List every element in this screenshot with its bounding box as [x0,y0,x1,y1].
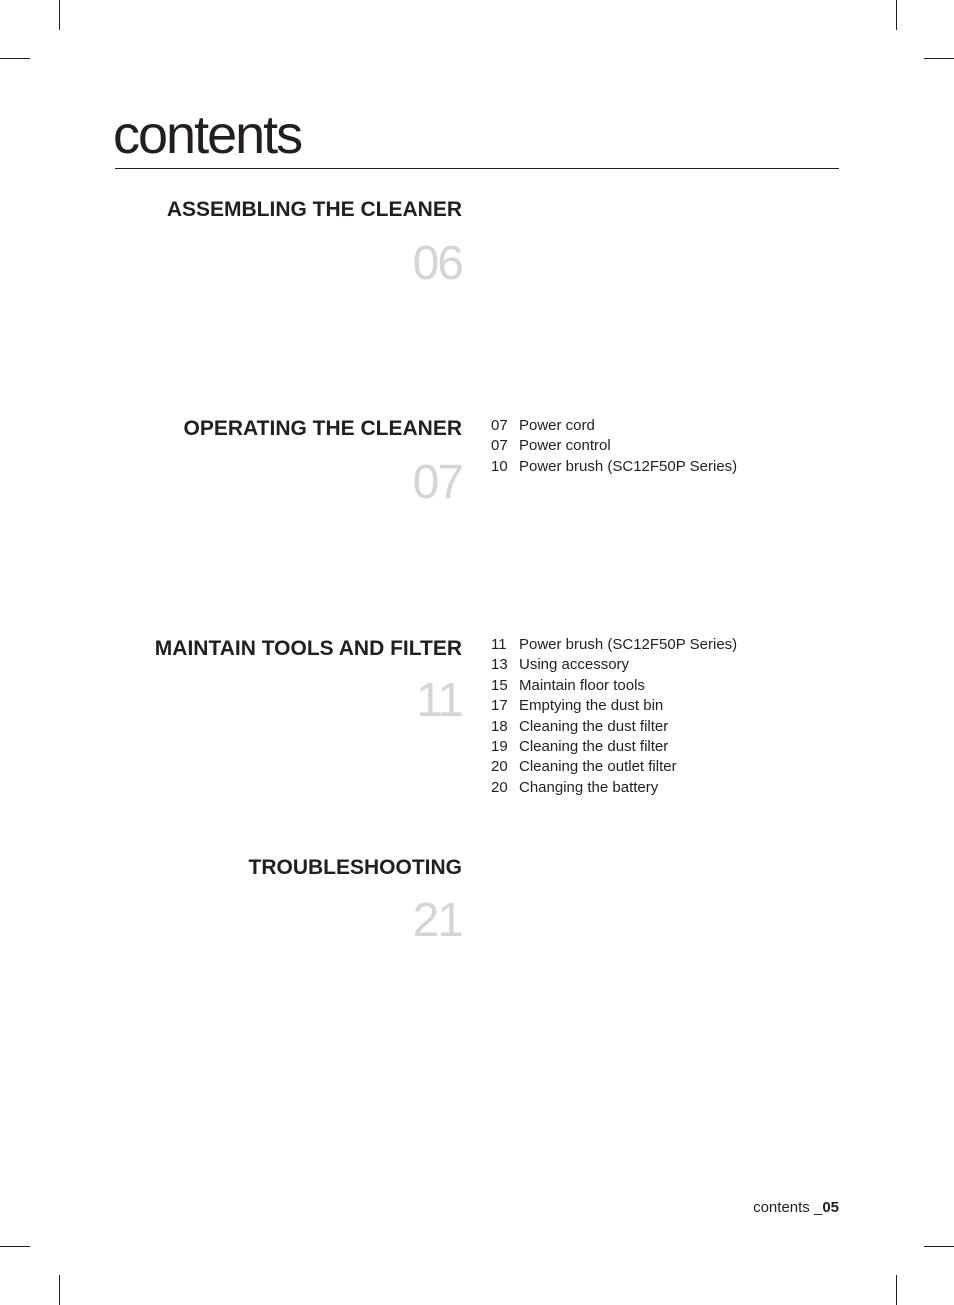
page-footer [753,1199,839,1216]
toc-item-label: Power brush (SC12F50P Series) [519,636,738,653]
section-heading-troubleshooting[interactable]: TROUBLESHOOTING [248,856,462,879]
crop-mark [59,1275,60,1305]
crop-mark [0,58,30,59]
title-divider [115,168,839,169]
toc-item-page: 11 [491,636,507,653]
page-title: contents [113,105,302,165]
toc-item-page: 17 [491,697,508,715]
toc-item-page: 20 [491,778,508,796]
crop-mark [924,1246,954,1247]
toc-item-page: 10 [491,457,508,475]
footer-label: contents _ [753,1199,823,1216]
toc-item[interactable] [491,635,831,655]
footer-page-number: 05 [822,1199,839,1216]
toc-item-label: Power brush (SC12F50P Series) [519,457,738,475]
section-number-troubleshooting: 21 [412,894,462,947]
toc-item[interactable] [491,778,831,798]
toc-item-page: 20 [491,758,508,776]
crop-mark [924,58,954,59]
section-heading-assembling[interactable]: ASSEMBLING THE CLEANER [166,198,462,221]
toc-item-label: Changing the battery [519,778,659,796]
crop-mark [896,1275,897,1305]
section-number-assembling: 06 [412,237,462,290]
toc-item[interactable] [491,737,831,757]
toc-item-page: 07 [491,437,508,455]
toc-item-page: 15 [491,676,508,694]
toc-item-label: Maintain floor tools [519,676,645,694]
toc-item-label: Cleaning the dust filter [519,738,669,756]
crop-mark [59,0,60,30]
toc-item[interactable] [491,655,831,675]
section-heading-maintain[interactable]: MAINTAIN TOOLS AND FILTER [154,637,462,660]
toc-item-label: Emptying the dust bin [519,697,664,715]
toc-item[interactable] [491,717,831,737]
toc-item[interactable] [491,416,831,436]
toc-item-page: 07 [491,417,508,434]
section-number-operating: 07 [412,456,462,509]
section-items-maintain [491,635,831,798]
section-items-operating [491,416,831,477]
toc-item[interactable] [491,436,831,456]
toc-item-label: Using accessory [519,656,630,674]
toc-item[interactable] [491,457,831,477]
toc-item-page: 19 [491,738,508,756]
toc-item[interactable] [491,757,831,777]
section-heading-operating[interactable]: OPERATING THE CLEANER [183,417,462,440]
toc-item-label: Power control [519,437,611,455]
crop-mark [896,0,897,30]
crop-mark [0,1246,30,1247]
section-number-maintain: 11 [416,674,462,727]
toc-item-label: Cleaning the outlet filter [519,758,677,776]
toc-item-label: Cleaning the dust filter [519,717,669,735]
toc-item[interactable] [491,676,831,696]
toc-item-label: Power cord [519,417,595,434]
toc-item-page: 13 [491,656,508,674]
toc-item-page: 18 [491,717,508,735]
toc-item[interactable] [491,696,831,716]
